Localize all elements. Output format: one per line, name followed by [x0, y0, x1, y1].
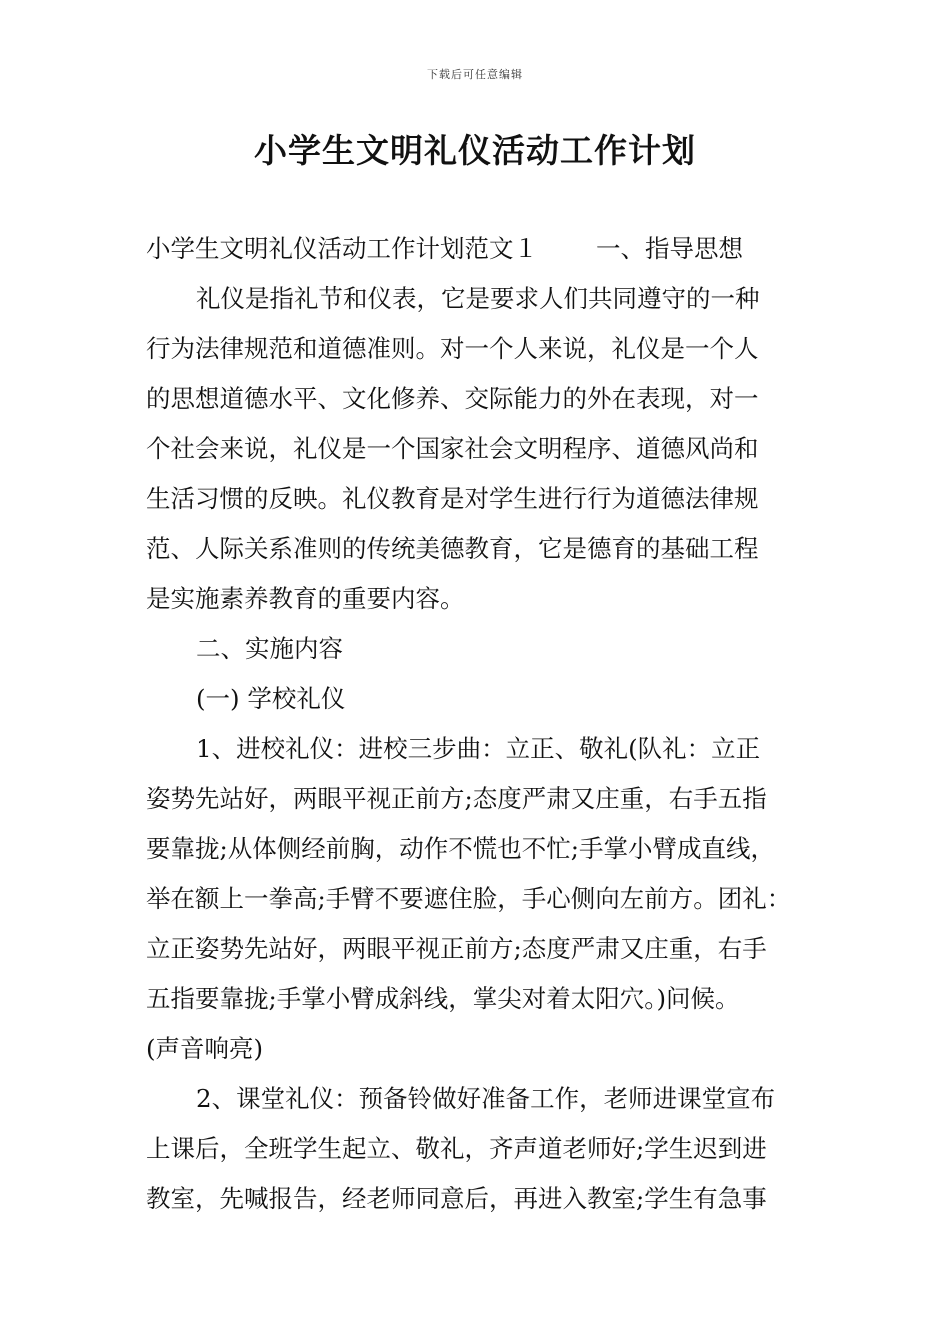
- paragraph-line: 是实施素养教育的重要内容。: [146, 584, 465, 613]
- paragraph-line: 生活习惯的反映。礼仪教育是对学生进行行为道德法律规: [146, 484, 759, 513]
- document-title: 小学生文明礼仪活动工作计划: [254, 131, 696, 170]
- paragraph-line: 五指要靠拢;手掌小臂成斜线，掌尖对着太阳穴。)问候。: [146, 984, 740, 1013]
- paragraph-line: 要靠拢;从体侧经前胸，动作不慌也不忙;手掌小臂成直线，: [146, 834, 776, 863]
- paragraph-line: 教室，先喊报告，经老师同意后，再进入教室;学生有急事: [146, 1184, 767, 1213]
- paragraph-line: 礼仪是指礼节和仪表，它是要求人们共同遵守的一种: [196, 284, 760, 313]
- section-heading: 一、指导思想: [596, 234, 743, 263]
- paragraph-line: 个社会来说，礼仪是一个国家社会文明程序、道德风尚和: [146, 434, 759, 463]
- paragraph-line: (声音响亮): [146, 1034, 264, 1063]
- document-body: [146, 224, 822, 1224]
- paragraph-line: [146, 224, 822, 274]
- paragraph-line: 上课后，全班学生起立、敬礼，齐声道老师好;学生迟到进: [146, 1134, 767, 1163]
- page-header-note: 下载后可任意编辑: [427, 68, 523, 81]
- paragraph-line: 的思想道德水平、文化修养、交际能力的外在表现，对一: [146, 384, 759, 413]
- paragraph-line: 举在额上一拳高;手臂不要遮住脸，手心侧向左前方。团礼：: [146, 884, 792, 913]
- paragraph-line: 1、进校礼仪：进校三步曲：立正、敬礼(队礼：立正: [196, 734, 761, 763]
- paragraph-line: 立正姿势先站好，两眼平视正前方;态度严肃又庄重，右手: [146, 934, 767, 963]
- subsection-heading: (一) 学校礼仪: [196, 684, 346, 713]
- section-subtitle: 小学生文明礼仪活动工作计划范文１: [146, 234, 538, 263]
- section-heading: 二、实施内容: [196, 634, 343, 663]
- paragraph-line: 姿势先站好，两眼平视正前方;态度严肃又庄重，右手五指: [146, 784, 767, 813]
- paragraph-line: 范、人际关系准则的传统美德教育，它是德育的基础工程: [146, 534, 759, 563]
- paragraph-line: 行为法律规范和道德准则。对一个人来说，礼仪是一个人: [146, 334, 759, 363]
- paragraph-line: 2、课堂礼仪：预备铃做好准备工作，老师进课堂宣布: [196, 1084, 776, 1113]
